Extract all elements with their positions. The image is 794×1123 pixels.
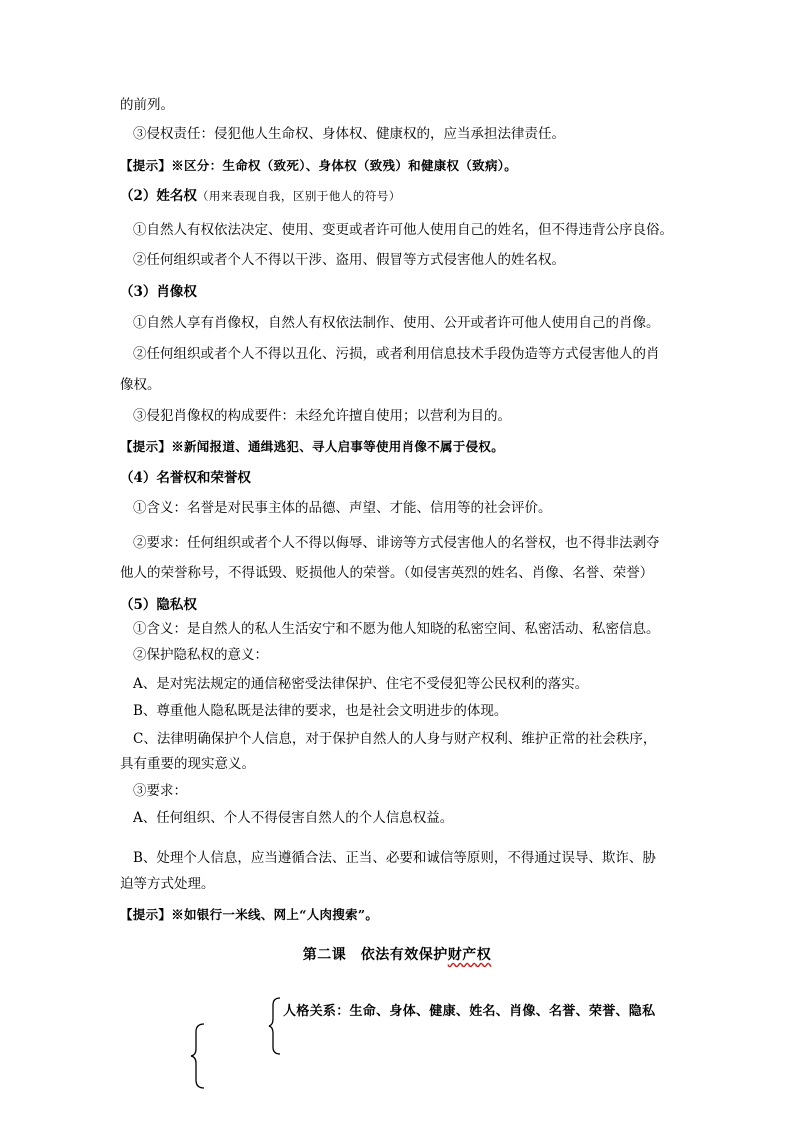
tip-line: 【提示】※新闻报道、通缉逃犯、寻人启事等使用肖像不属于侵权。	[120, 439, 505, 454]
text-line: C、法律明确保护个人信息，对于保护自然人的人身与财产权利、维护正常的社会秩序，	[133, 731, 657, 747]
text-line: ②要求：任何组织或者个人不得以侮辱、诽谤等方式侵害他人的名誉权，也不得非法剥夺	[133, 535, 660, 551]
section-heading: （5）隐私权	[120, 597, 197, 613]
section-heading	[120, 186, 401, 206]
tip-line: 【提示】※如银行一米线、网上“人肉搜索”。	[120, 907, 379, 922]
text-line: A、是对宪法规定的通信秘密受法律保护、住宅不受侵犯等公民权利的落实。	[133, 676, 589, 692]
text-line: ①自然人有权依法决定、使用、变更或者许可他人使用自己的姓名，但不得违背公序良俗。	[133, 222, 673, 238]
section-heading: （3）肖像权	[120, 284, 197, 300]
text-line: 像权。	[120, 377, 161, 393]
text-line: ①含义：是自然人的私人生活安宁和不愿为他人知晓的私密空间、私密活动、私密信息。	[133, 621, 660, 637]
text-line: 的前列。	[120, 97, 174, 113]
heading-note: （用来表现自我，区别于他人的符号）	[196, 189, 401, 203]
text-line: B、处理个人信息，应当遵循合法、正当、必要和诚信等原则，不得通过误导、欺诈、胁	[133, 850, 656, 866]
brace-small-icon	[268, 997, 282, 1055]
text-line: ②任何组织或者个人不得以丑化、污损，或者利用信息技术手段伪造等方式侵害他人的肖	[133, 346, 660, 362]
text-line: A、任何组织、个人不得侵害自然人的个人信息权益。	[133, 810, 454, 826]
lesson-title-underlined: 财产权	[447, 947, 492, 963]
heading-label: （2）姓名权	[120, 188, 197, 204]
text-line: ③要求：	[133, 783, 187, 799]
text-line: 迫等方式处理。	[120, 876, 215, 892]
text-line: ②保护隐私权的意义：	[133, 647, 268, 663]
text-line: ③侵犯肖像权的构成要件：未经允许擅自使用；以营利为目的。	[133, 408, 511, 424]
text-line: 他人的荣誉称号，不得诋毁、贬损他人的荣誉。（如侵害英烈的姓名、肖像、名誉、荣誉）	[120, 565, 654, 581]
text-line: ①自然人享有肖像权，自然人有权依法制作、使用、公开或者许可他人使用自己的肖像。	[133, 315, 660, 331]
text-line: ③侵权责任：侵犯他人生命权、身体权、健康权的，应当承担法律责任。	[133, 126, 565, 142]
relation-label: 人格关系：生命、身体、健康、姓名、肖像、名誉、荣誉、隐私	[283, 1004, 656, 1019]
section-heading: （4）名誉权和荣誉权	[120, 470, 251, 486]
text-line: 具有重要的现实意义。	[120, 756, 255, 772]
brace-large-icon	[190, 1023, 206, 1089]
text-line: ②任何组织或者个人不得以干涉、盗用、假冒等方式侵害他人的姓名权。	[133, 252, 565, 268]
text-line: ①含义：名誉是对民事主体的品德、声望、才能、信用等的社会评价。	[133, 500, 552, 516]
lesson-title-prefix: 第二课 依法有效保护	[302, 947, 448, 963]
tip-line: 【提示】※区分：生命权（致死）、身体权（致残）和健康权（致病）。	[120, 158, 518, 173]
lesson-title	[0, 944, 794, 964]
text-line: B、尊重他人隐私既是法律的要求，也是社会文明进步的体现。	[133, 703, 508, 719]
